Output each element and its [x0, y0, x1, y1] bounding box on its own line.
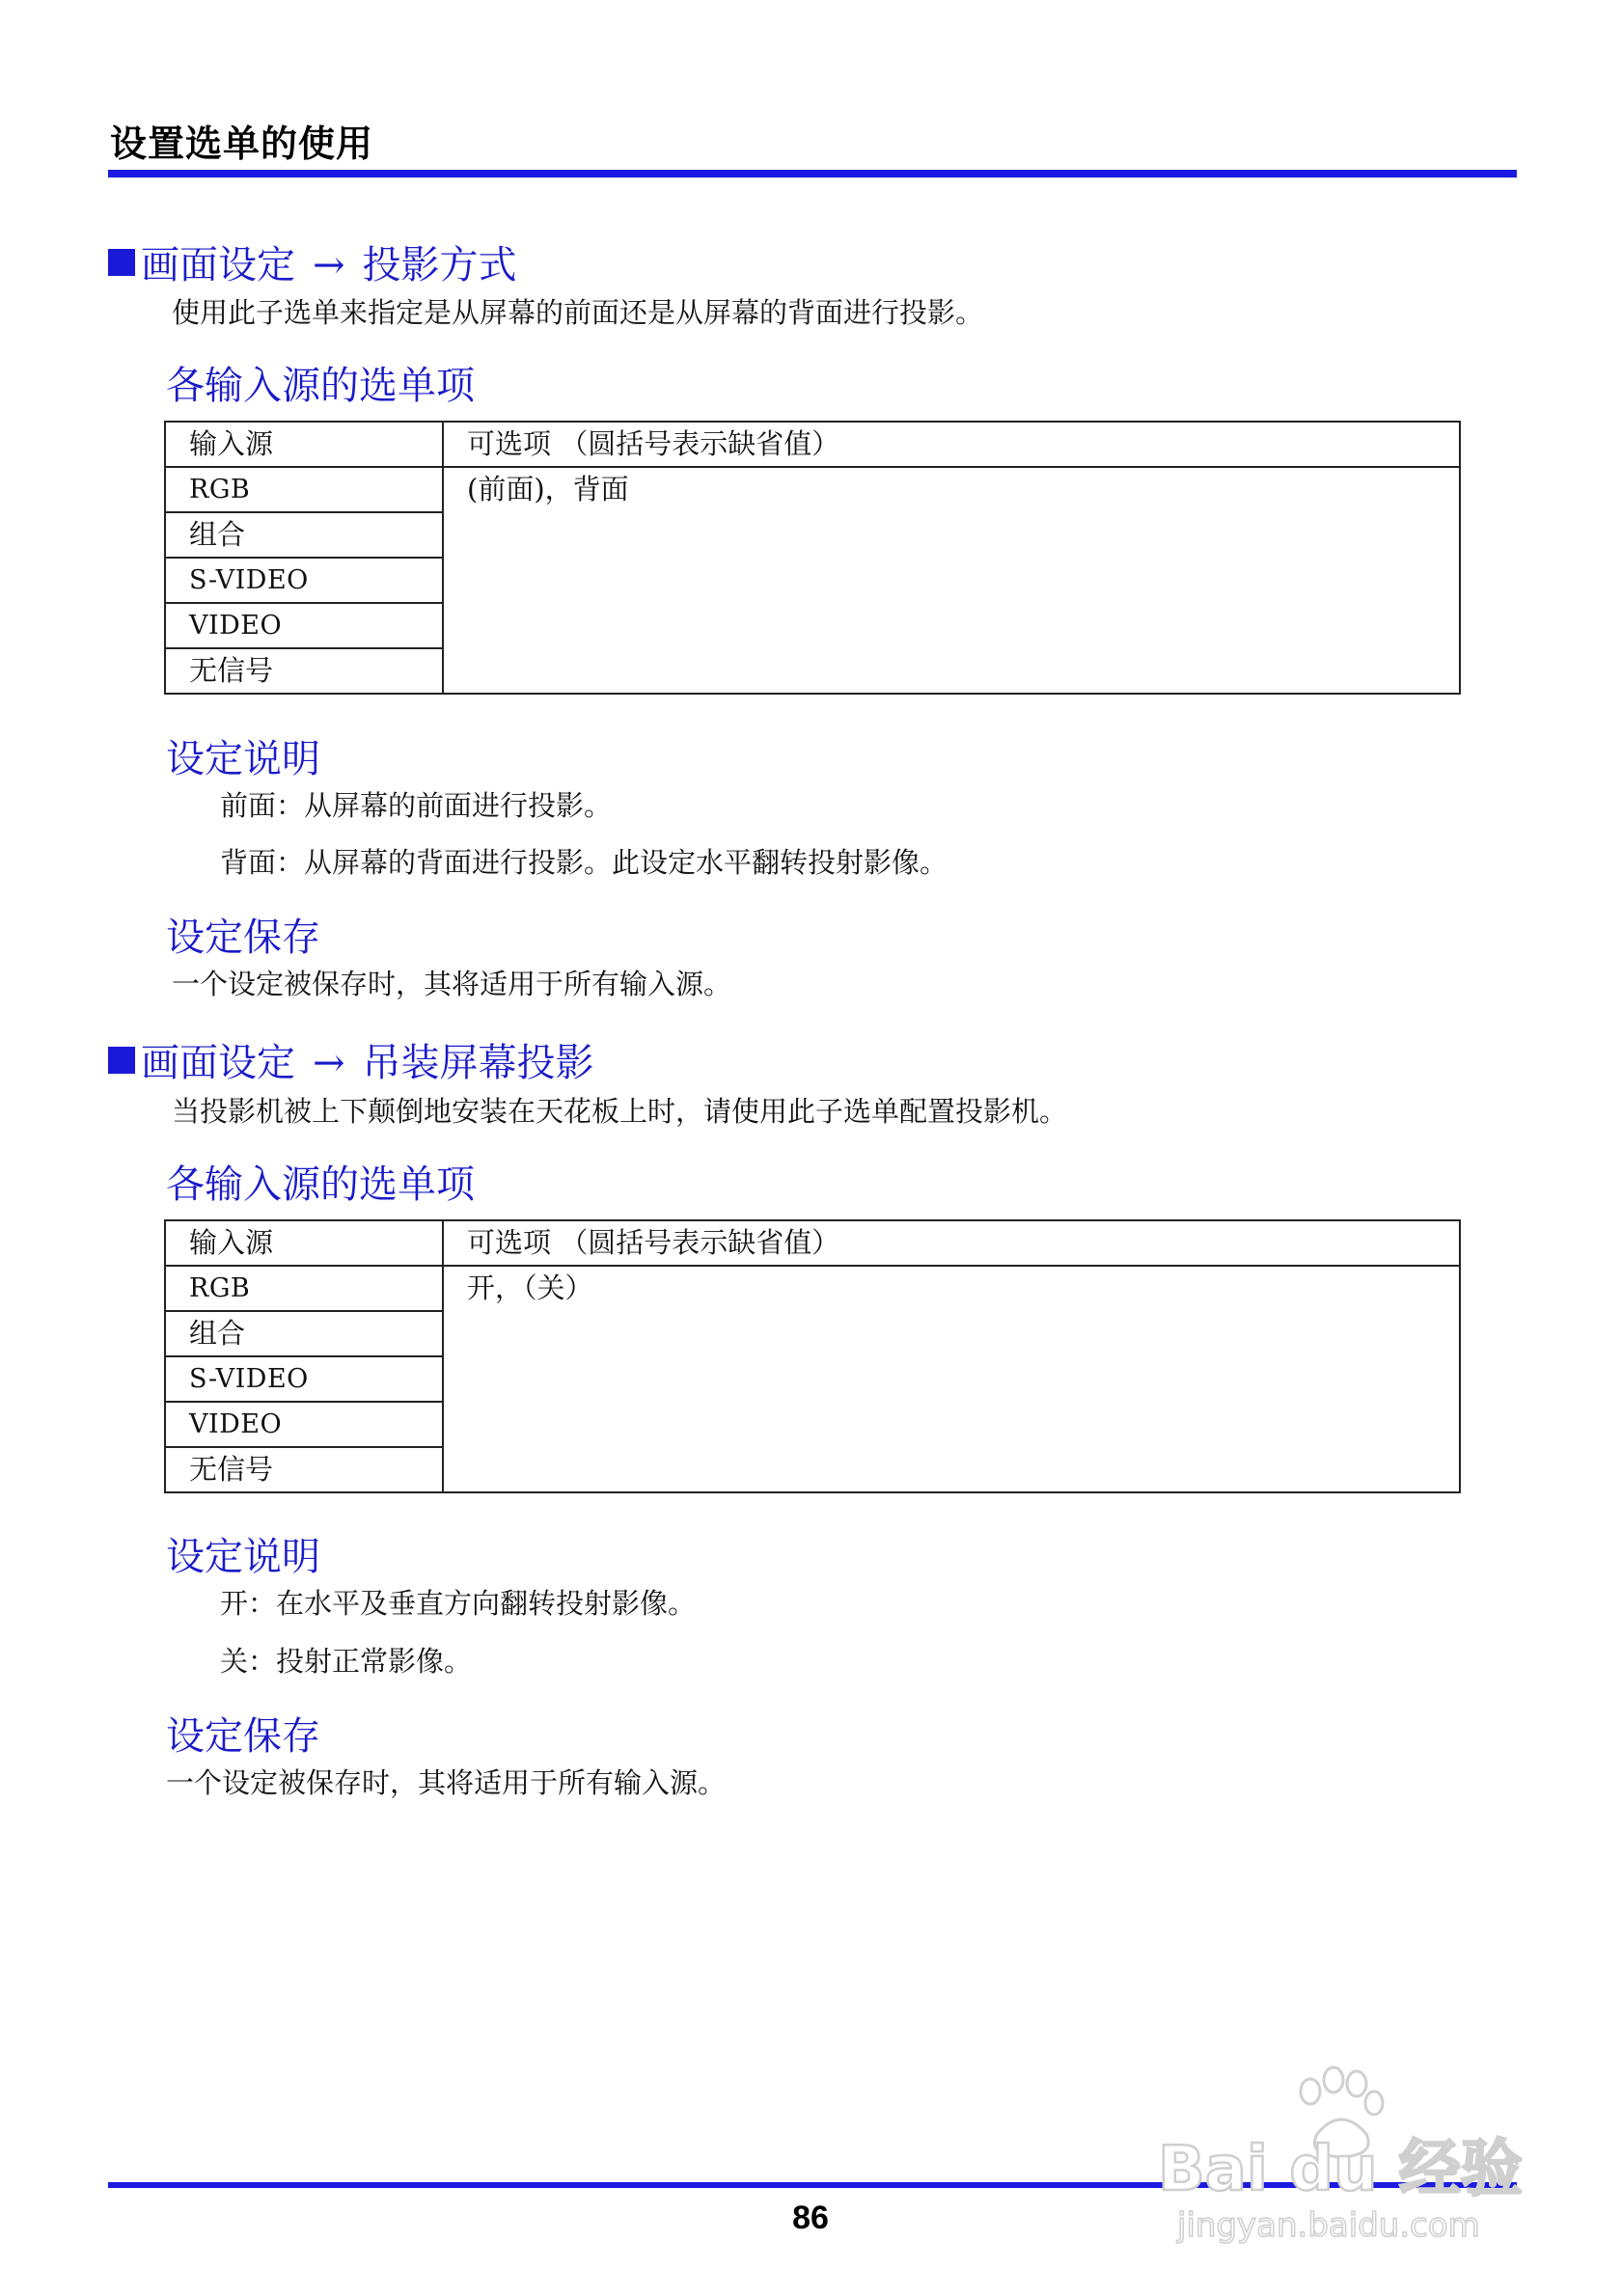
table-heading: 各输入源的选单项 [166, 1162, 475, 1207]
source-cell: 组合 [165, 512, 443, 558]
header-input-source: 输入源 [165, 422, 443, 467]
save-text: 一个设定被保存时，其将适用于所有输入源。 [172, 968, 732, 1000]
save-heading: 设定保存 [166, 916, 320, 960]
table-header-row [165, 1220, 1460, 1266]
source-cell: VIDEO [165, 1402, 443, 1447]
source-cell: S-VIDEO [165, 1356, 443, 1402]
source-cell: RGB [165, 467, 443, 512]
explanation-line: 背面：从屏幕的背面进行投影。此设定水平翻转投射影像。 [220, 846, 948, 879]
options-cell: (前面)，背面 [443, 467, 1460, 694]
input-source-table [164, 421, 1461, 695]
page-number: 86 [792, 2200, 829, 2236]
options-cell: 开，（关） [443, 1266, 1460, 1492]
header-options: 可选项 （圆括号表示缺省值） [443, 422, 1460, 467]
section-title: 画面设定 → 投影方式 [108, 234, 517, 289]
source-cell: RGB [165, 1266, 443, 1311]
table-row [165, 467, 1460, 512]
source-cell: S-VIDEO [165, 558, 443, 603]
table-header-row [165, 422, 1460, 467]
watermark-brand: Bai du 经验 [1158, 2134, 1523, 2205]
right-arrow-icon: → [313, 1041, 345, 1085]
section-description: 当投影机被上下颠倒地安装在天花板上时，请使用此子选单配置投影机。 [172, 1095, 1068, 1128]
section-description: 使用此子选单来指定是从屏幕的前面还是从屏幕的背面进行投影。 [172, 296, 984, 329]
section-title: 画面设定 → 吊装屏幕投影 [108, 1032, 594, 1087]
source-cell: 无信号 [165, 648, 443, 694]
explanation-heading: 设定说明 [166, 737, 320, 781]
explanation-line: 前面：从屏幕的前面进行投影。 [220, 789, 613, 822]
square-bullet-icon [108, 249, 135, 276]
save-heading: 设定保存 [166, 1714, 320, 1759]
header-options: 可选项 （圆括号表示缺省值） [443, 1220, 1460, 1266]
input-source-table [164, 1219, 1461, 1493]
header-rule [108, 170, 1517, 178]
source-cell: 无信号 [165, 1447, 443, 1492]
source-cell: 组合 [165, 1311, 443, 1356]
page-header-title: 设置选单的使用 [110, 123, 374, 165]
source-cell: VIDEO [165, 603, 443, 648]
save-text: 一个设定被保存时，其将适用于所有输入源。 [166, 1766, 727, 1799]
right-arrow-icon: → [313, 243, 345, 287]
square-bullet-icon [108, 1047, 135, 1074]
header-input-source: 输入源 [165, 1220, 443, 1266]
table-row [165, 1266, 1460, 1311]
watermark-url: jingyan.baidu.com [1177, 2206, 1480, 2245]
explanation-heading: 设定说明 [166, 1535, 320, 1579]
explanation-line: 开：在水平及垂直方向翻转投射影像。 [220, 1587, 697, 1620]
table-heading: 各输入源的选单项 [166, 364, 475, 408]
explanation-line: 关：投射正常影像。 [220, 1645, 473, 1678]
baidu-watermark-logo [1148, 2055, 1553, 2248]
